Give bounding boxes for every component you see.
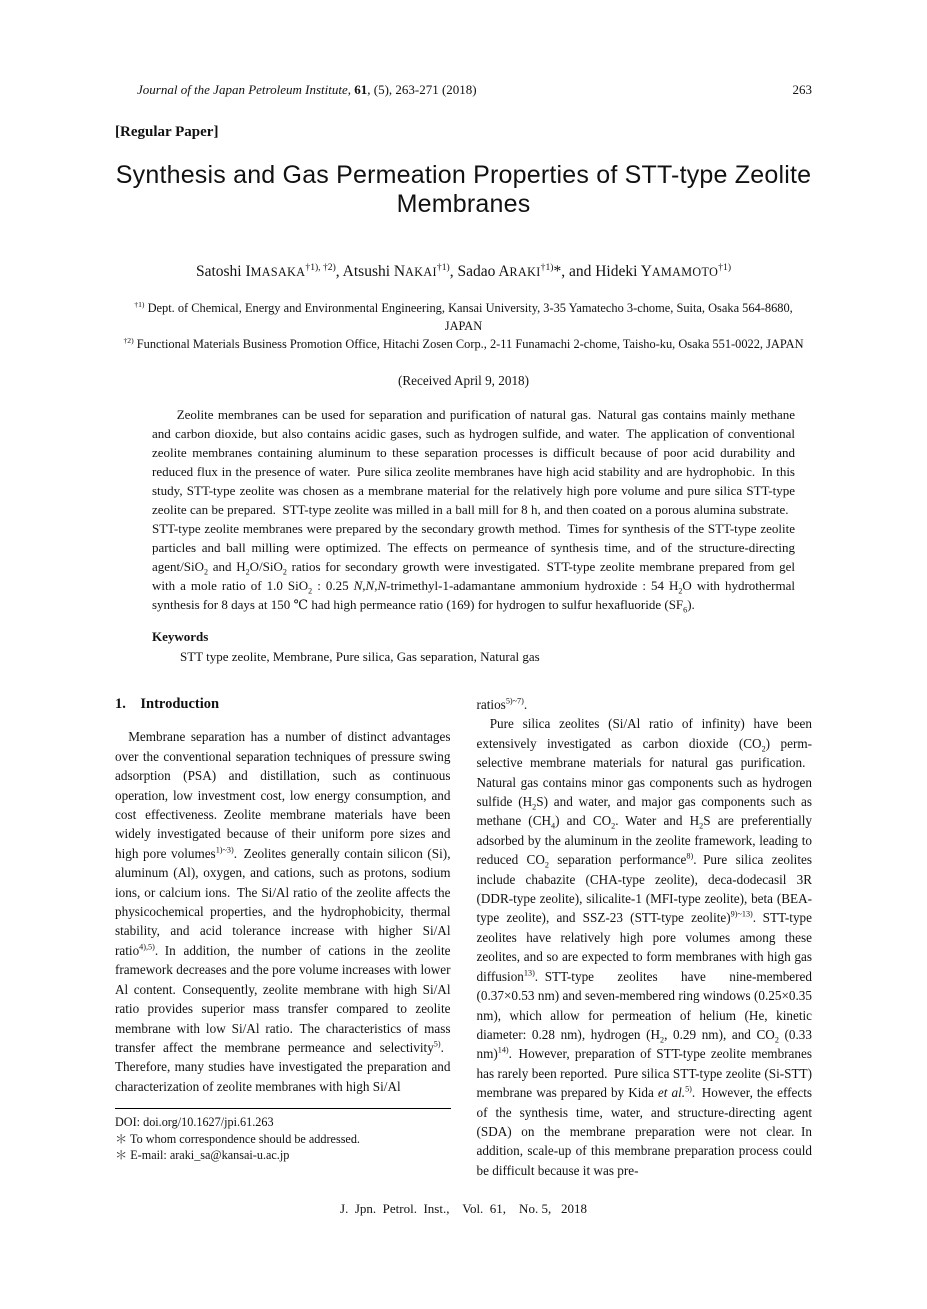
email-note: ＊ E-mail: araki_sa@kansai-u.ac.jp bbox=[115, 1148, 290, 1163]
keywords-label: Keywords bbox=[152, 629, 209, 644]
authors-line: Satoshi $IMASAKA^{\dagger 1), \dagger 2)}$, Atsushi NAKAI$^{\dagger 1)}$, Sadao ARAKI$^{\dagger 1)}$*, and Hideki YAMAMOTO$^{\dagger 1)}$ bbox=[195, 261, 732, 280]
intro-paragraph-right-continuation: ratios$^{5)\sim 7)}$. bbox=[476, 696, 528, 712]
received-date: (Received April 9, 2018) bbox=[397, 373, 530, 388]
right-column bbox=[477, 695, 813, 1180]
affiliation-2: $^{\dagger 2)}$ Functional Materials Business Promotion Office, Hitachi Zosen Corp., 2-11 Funamachi 2-chome, Taisho-ku, Osaka 551-0022, JAPAN bbox=[123, 335, 804, 351]
footnote-rule bbox=[115, 1108, 451, 1109]
two-column-body bbox=[115, 695, 812, 1180]
intro-paragraph-left: Membrane separation has a number of distinct advantages over the conventional separation techniques of pressure swing adsorption (PSA) and distillation, such as continuous operation, low investment cost, low energy consumption, and cost effectiveness. Zeolite membrane materials have been widely investigated because of their uniform pore sizes and high pore volumes$^{1)\sim 3)}$. Zeolites generally contain silicon (Si), aluminum (Al), oxygen, and cations, such as protons, sodium ions, or calcium ions. The Si/Al ratio of the zeolite affects the physicochemical properties, and the hydrophobicity, thermal stability, and acid tolerance increase with higher Si/Al ratio$^{4),5)}$. In addition, the number of cations in the zeolite framework decreases and the pore volume increases with lower Al content. Consequently, zeolite membrane with high Si/Al ratio provides superior mass transfer compared to zeolite membrane with low Si/Al ratio. The characteristics of mass transfer affect the membrane permeance and selectivity$^{5)}$. Therefore, many studies have investigated the preparation and characterization of zeolite membranes with high Si/Al bbox=[115, 729, 451, 1094]
page-number: 263 bbox=[792, 82, 812, 97]
footnote-block bbox=[115, 1108, 451, 1164]
paper-type-label: [Regular Paper] bbox=[115, 124, 219, 140]
journal-citation: Journal of the Japan Petroleum Institute, 61, (5), 263-271 (2018) bbox=[137, 82, 477, 97]
keywords-block bbox=[152, 628, 795, 665]
correspondence-note: ＊ To whom correspondence should be addressed. bbox=[115, 1131, 360, 1146]
keywords-text: STT type zeolite, Membrane, Pure silica, Gas separation, Natural gas bbox=[180, 649, 540, 664]
section-heading-introduction: 1. Introduction bbox=[115, 696, 220, 712]
intro-paragraph-right: Pure silica zeolites (Si/Al ratio of infinity) have been extensively investigated as carbon dioxide $(CO_2)$ perm-selective membrane materials for natural gas purification. Natural gas contains minor gas components such as hydrogen sulfide $(H_2S)$ and water, and major gas components such as methane $(CH_4)$ and $CO_2$. Water and $H_2S$ are preferentially adsorbed by the aluminum in the zeolite framework, leading to reduced $CO_2$ separation performance$^{8)}$. Pure silica zeolites include chabazite (CHA-type zeolite), deca-dodecasil 3R (DDR-type zeolite), silicalite-1 (MFI-type zeolite), beta (BEA-type zeolite), and SSZ-23 (STT-type zeolite)$^{9)\sim 13)}$. STT-type zeolites have relatively high pore volumes among these zeolites, and so are expected to form membranes with high gas diffusion$^{13)}$. STT-type zeolites have nine-membered (0.37×0.53 nm) and seven-membered ring windows (0.25×0.35 nm), which allow for permeation of helium (He, kinetic diameter: 0.28 nm), hydrogen ($H_2$, 0.29 nm), and $CO_2$ (0.33 nm)$^{14)}$. However, preparation of STT-type zeolite membranes has rarely been reported. Pure silica STT-type zeolite (Si-STT) membrane was prepared by Kida et al.$^{5)}$. However, the effects of the synthesis time, water, and structure-directing agent (SDA) on the membrane preparation were not clear. In addition, scale-up of this membrane preparation process could be difficult because it was pre- bbox=[476, 716, 812, 1178]
affiliation-1: $^{\dagger 1)}$ Dept. of Chemical, Energy and Environmental Engineering, Kansai University, 3-35 Yamatecho 3-chome, Suita, Osaka 564-8680, JAPAN bbox=[134, 299, 793, 333]
abstract-paragraph: Zeolite membranes can be used for separation and purification of natural gas. Natural gas contains mainly methane and carbon dioxide, but also contains acidic gases, such as hydrogen sulfide, and water. The application of conventional zeolite membranes containing aluminum to these separation processes is difficult because of poor acid durability and reduced flux in the presence of water. Pure silica zeolite membranes have high acid stability and are hydrophobic. In this study, STT-type zeolite was chosen as a membrane material for the relatively high pore volume and pure silica STT-type zeolite can be prepared. STT-type zeolite was milled in a ball mill for 8 h, and then coated on a porous alumina substrate. STT-type zeolite membranes were prepared by the secondary growth method. Times for synthesis of the STT-type zeolite particles and ball milling were optimized. The effects on permeance of synthesis time, and of the structure-directing agent/SiO$_2$ and $H_2O/SiO_2$ ratios for secondary growth were investigated. STT-type zeolite membrane prepared from gel with a mole ratio of 1.0 SiO$_2$ : 0.25 N,N,N-trimethyl-1-adamantane ammonium hydroxide : 54 $H_2O$ with hydrothermal synthesis for 8 days at 150 ℃ had high permeance ratio (169) for hydrogen to sulfur hexafluoride $(SF_6)$. bbox=[152, 407, 795, 615]
running-head bbox=[115, 82, 812, 98]
doi-line: DOI: doi.org/10.1627/jpi.61.263 bbox=[115, 1115, 274, 1130]
paper-title: Synthesis and Gas Permeation Properties of STT-type Zeolite Membranes bbox=[115, 161, 812, 218]
journal-footer: J. Jpn. Petrol. Inst., Vol. 61, No. 5, 2018 bbox=[340, 1201, 587, 1216]
affiliations-block bbox=[115, 299, 812, 353]
left-column bbox=[115, 695, 451, 1180]
